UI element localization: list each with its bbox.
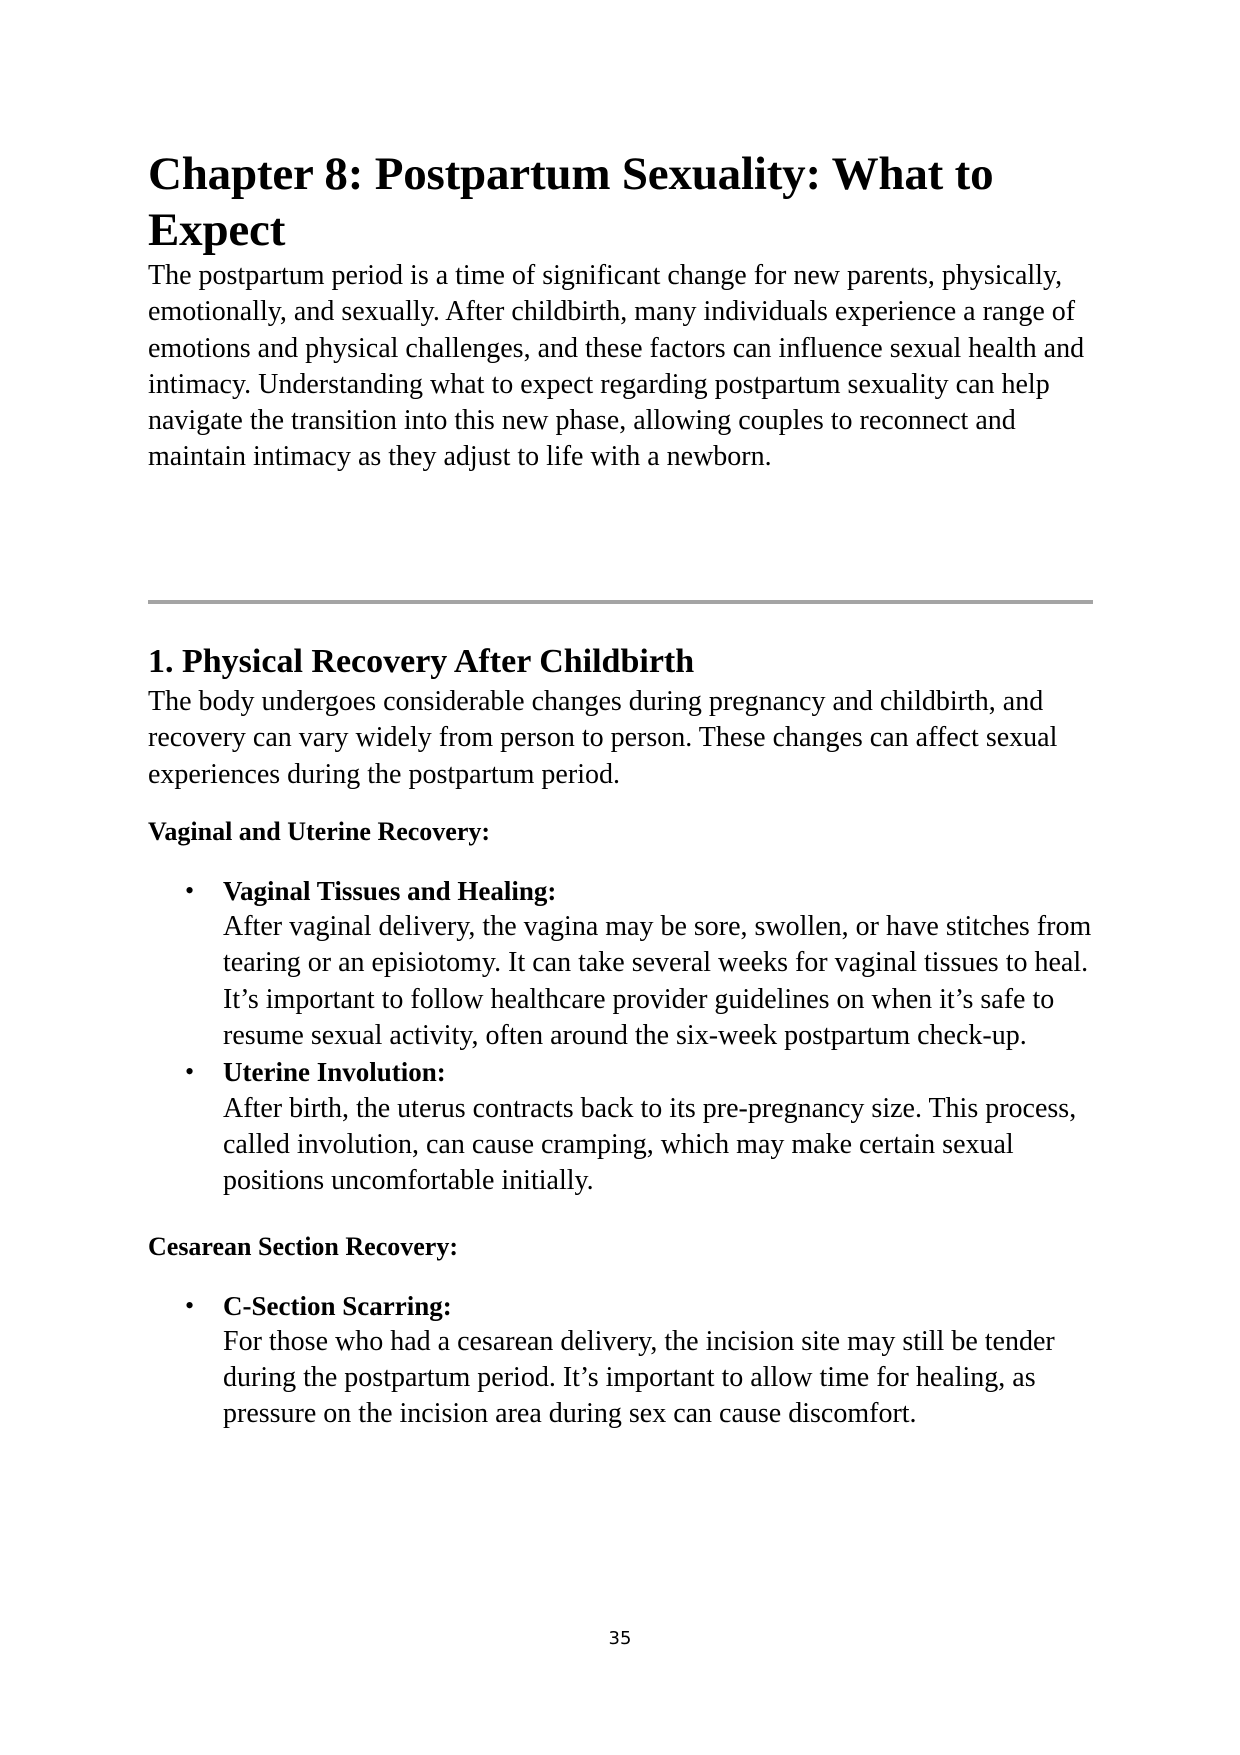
bullet-icon: •	[185, 875, 195, 905]
bullet-icon: •	[185, 1290, 195, 1320]
chapter-header	[148, 146, 1093, 476]
bullet-list	[148, 1288, 1093, 1433]
list-item-text: After vaginal delivery, the vagina may be sore, swollen, or have stitches from tearing or an episiotomy. It can take several weeks for vaginal tissues to heal. It’s important to follow healthcare provider guidelines on when it’s safe to resume sexual activity, often around the six-week postpartum check-up.	[223, 911, 1092, 1052]
list-item	[148, 1054, 1093, 1199]
list-item	[148, 873, 1093, 1054]
bullet-list	[148, 873, 1093, 1200]
list-item-title: C-Section Scarring:	[223, 1290, 452, 1321]
section-physical-recovery	[148, 640, 1093, 1433]
list-item-text: For those who had a cesarean delivery, the incision site may still be tender during the postpartum period. It’s important to allow time for healing, as pressure on the incision area during sex can cause discomfort.	[223, 1325, 1055, 1430]
subsection-heading: Cesarean Section Recovery:	[148, 1231, 458, 1261]
horizontal-rule-divider	[148, 600, 1093, 604]
subsection-heading: Vaginal and Uterine Recovery:	[148, 816, 491, 846]
subsection-cesarean-recovery	[148, 1230, 1093, 1433]
list-item	[148, 1288, 1093, 1433]
list-item-text: After birth, the uterus contracts back to its pre-pregnancy size. This process, called involution, can cause cramping, which may make certain sexual positions uncomfortable initially.	[223, 1092, 1077, 1197]
list-item-title: Uterine Involution:	[223, 1057, 446, 1088]
bullet-icon: •	[185, 1057, 195, 1087]
page-number: 35	[608, 1628, 632, 1649]
chapter-intro-paragraph: The postpartum period is a time of significant change for new parents, physically, emotionally, and sexually. After childbirth, many individuals experience a range of emotions and physical challenges, and these factors can influence sexual health and intimacy. Understanding what to expect regarding postpartum sexuality can help navigate the transition into this new phase, allowing couples to reconnect and maintain intimacy as they adjust to life with a newborn.	[148, 260, 1085, 473]
subsection-vaginal-uterine-recovery	[148, 815, 1093, 1200]
section-intro-paragraph: The body undergoes considerable changes during pregnancy and childbirth, and recovery can vary widely from person to person. These changes can affect sexual experiences during the postpartum period.	[148, 686, 1058, 790]
section-title: 1. Physical Recovery After Childbirth	[148, 643, 695, 680]
chapter-title: Chapter 8: Postpartum Sexuality: What to Expect	[148, 148, 994, 256]
list-item-title: Vaginal Tissues and Healing:	[223, 875, 557, 906]
